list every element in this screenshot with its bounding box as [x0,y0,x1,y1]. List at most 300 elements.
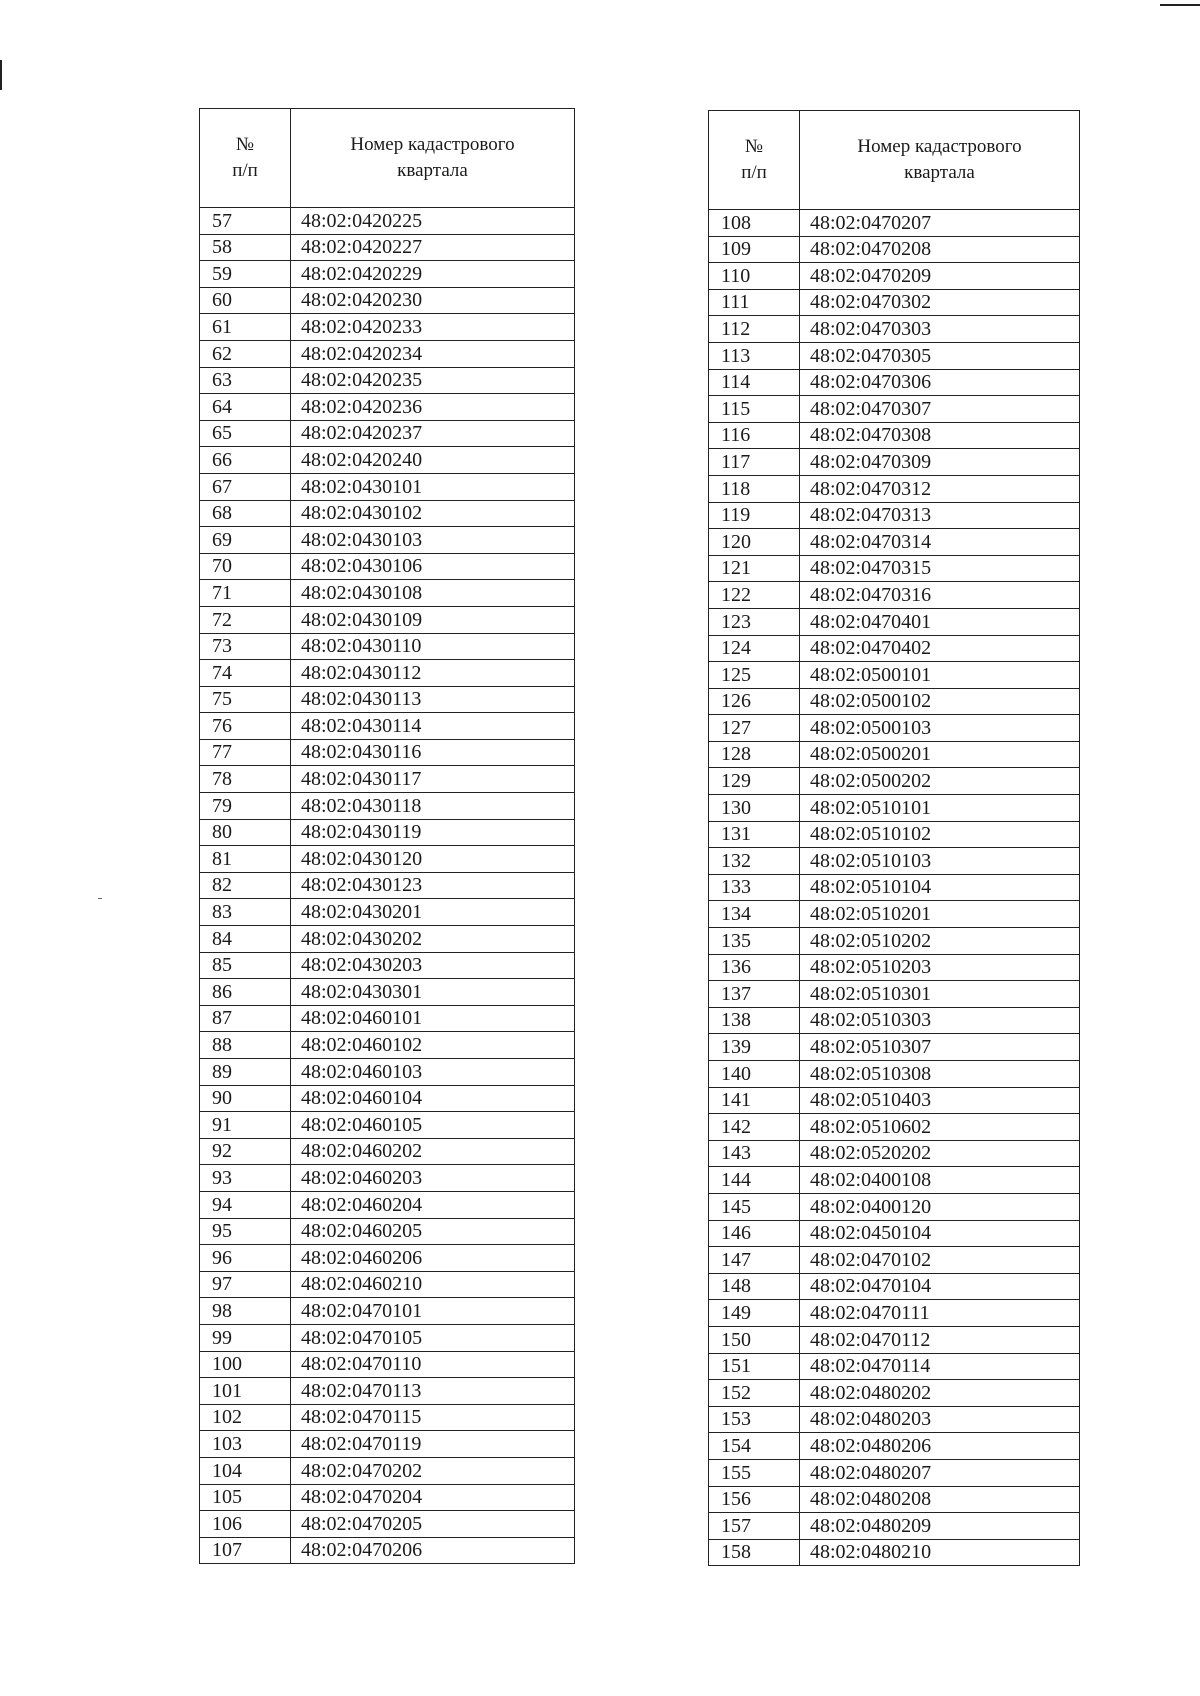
table-row [709,1007,1080,1034]
table-row [709,396,1080,423]
table-row [709,1273,1080,1300]
table-row [200,394,575,421]
row-number: 118 [709,475,800,502]
row-number: 140 [709,1061,800,1088]
row-number: 63 [200,367,291,394]
row-number: 146 [709,1220,800,1247]
scan-speck [98,898,102,899]
row-number: 80 [200,819,291,846]
row-number: 151 [709,1353,800,1380]
cadastral-quarter-number: 48:02:0430120 [291,846,575,873]
cadastral-quarter-number: 48:02:0430203 [291,952,575,979]
cadastral-quarter-number: 48:02:0430102 [291,500,575,527]
cadastral-quarter-number: 48:02:0460204 [291,1191,575,1218]
cadastral-quarter-number: 48:02:0500201 [800,741,1080,768]
row-number: 102 [200,1404,291,1431]
row-number: 78 [200,766,291,793]
cadastral-quarter-number: 48:02:0430112 [291,660,575,687]
table-row [200,846,575,873]
row-number: 134 [709,901,800,928]
cadastral-quarter-number: 48:02:0470312 [800,475,1080,502]
cadastral-quarter-number: 48:02:0420237 [291,420,575,447]
cadastral-quarter-number: 48:02:0510202 [800,928,1080,955]
cadastral-quarter-number: 48:02:0420240 [291,447,575,474]
row-number: 76 [200,713,291,740]
cadastral-quarter-number: 48:02:0430202 [291,926,575,953]
table-row [200,1165,575,1192]
scan-edge-mark [0,60,2,90]
cadastral-quarter-number: 48:02:0510104 [800,874,1080,901]
cadastral-quarter-number: 48:02:0510203 [800,954,1080,981]
cadastral-quarter-number: 48:02:0470308 [800,422,1080,449]
table-row [200,314,575,341]
column-header-number [200,109,291,208]
cadastral-quarter-number: 48:02:0430118 [291,793,575,820]
cadastral-quarter-number: 48:02:0470401 [800,608,1080,635]
cadastral-quarter-number: 48:02:0430201 [291,899,575,926]
table-row [709,1114,1080,1141]
row-number: 157 [709,1513,800,1540]
cadastral-quarter-number: 48:02:0470307 [800,396,1080,423]
table-row [709,582,1080,609]
table-body-right [709,210,1080,1566]
row-number: 97 [200,1271,291,1298]
cadastral-quarter-number: 48:02:0470111 [800,1300,1080,1327]
row-number: 88 [200,1032,291,1059]
table-row [200,952,575,979]
row-number: 129 [709,768,800,795]
row-number: 98 [200,1298,291,1325]
row-number: 72 [200,606,291,633]
cadastral-quarter-number: 48:02:0470316 [800,582,1080,609]
table-row [709,449,1080,476]
table-row [709,635,1080,662]
row-number: 128 [709,741,800,768]
table-row [200,580,575,607]
cadastral-quarter-number: 48:02:0510201 [800,901,1080,928]
row-number: 110 [709,263,800,290]
table-row [709,1220,1080,1247]
row-number: 136 [709,954,800,981]
cadastral-quarter-number: 48:02:0420227 [291,234,575,261]
cadastral-quarter-number: 48:02:0480206 [800,1433,1080,1460]
cadastral-quarter-number: 48:02:0470104 [800,1273,1080,1300]
row-number: 73 [200,633,291,660]
row-number: 104 [200,1457,291,1484]
cadastral-quarter-number: 48:02:0400108 [800,1167,1080,1194]
row-number: 142 [709,1114,800,1141]
cadastral-quarter-number: 48:02:0460102 [291,1032,575,1059]
cadastral-quarter-number: 48:02:0430101 [291,473,575,500]
cadastral-quarter-number: 48:02:0470114 [800,1353,1080,1380]
table-row [709,821,1080,848]
column-header-cadastral [800,111,1080,210]
row-number: 141 [709,1087,800,1114]
table-row [709,1433,1080,1460]
row-number: 82 [200,872,291,899]
row-number: 103 [200,1431,291,1458]
cadastral-quarter-number: 48:02:0500101 [800,662,1080,689]
cadastral-quarter-number: 48:02:0510301 [800,981,1080,1008]
cadastral-quarter-number: 48:02:0430116 [291,739,575,766]
table-row [200,1511,575,1538]
cadastral-quarter-number: 48:02:0480203 [800,1406,1080,1433]
cadastral-quarter-number: 48:02:0470101 [291,1298,575,1325]
cadastral-quarter-number: 48:02:0510303 [800,1007,1080,1034]
table-row [709,954,1080,981]
cadastral-quarter-number: 48:02:0430119 [291,819,575,846]
table-row [200,500,575,527]
table-row [200,473,575,500]
table-row [200,979,575,1006]
row-number: 152 [709,1380,800,1407]
row-number: 158 [709,1539,800,1566]
table-row [200,1298,575,1325]
table-row [200,340,575,367]
table-row [709,741,1080,768]
table-row [200,1005,575,1032]
header-number-abbrev: п/п [741,162,767,183]
cadastral-quarter-number: 48:02:0480210 [800,1539,1080,1566]
table-row [709,210,1080,237]
row-number: 123 [709,608,800,635]
table-row [709,1380,1080,1407]
table-row [709,1300,1080,1327]
row-number: 87 [200,1005,291,1032]
cadastral-quarter-number: 48:02:0480207 [800,1459,1080,1486]
table-row [200,713,575,740]
table-row [709,1539,1080,1566]
cadastral-quarter-number: 48:02:0400120 [800,1193,1080,1220]
row-number: 100 [200,1351,291,1378]
cadastral-table-right [708,110,1080,1566]
table-row [200,766,575,793]
row-number: 62 [200,340,291,367]
row-number: 156 [709,1486,800,1513]
row-number: 69 [200,527,291,554]
table-row [709,1406,1080,1433]
table-row [709,529,1080,556]
table-row [709,475,1080,502]
column-header-number [709,111,800,210]
row-number: 83 [200,899,291,926]
table-row [709,236,1080,263]
row-number: 127 [709,715,800,742]
cadastral-quarter-number: 48:02:0430109 [291,606,575,633]
header-number-abbrev: п/п [232,160,258,181]
row-number: 93 [200,1165,291,1192]
header-cadastral-label: Номер кадастрового квартала [857,136,1022,183]
cadastral-quarter-number: 48:02:0470302 [800,289,1080,316]
row-number: 57 [200,208,291,235]
cadastral-quarter-number: 48:02:0470204 [291,1484,575,1511]
table-row [709,688,1080,715]
table-row [200,553,575,580]
table-row [709,928,1080,955]
cadastral-quarter-number: 48:02:0480209 [800,1513,1080,1540]
cadastral-quarter-number: 48:02:0460103 [291,1059,575,1086]
row-number: 59 [200,261,291,288]
cadastral-quarter-number: 48:02:0420225 [291,208,575,235]
cadastral-quarter-number: 48:02:0480208 [800,1486,1080,1513]
row-number: 66 [200,447,291,474]
cadastral-quarter-number: 48:02:0430108 [291,580,575,607]
table-row [709,422,1080,449]
row-number: 122 [709,582,800,609]
cadastral-quarter-number: 48:02:0460210 [291,1271,575,1298]
row-number: 132 [709,848,800,875]
table-row [709,1247,1080,1274]
row-number: 58 [200,234,291,261]
table-row [200,208,575,235]
cadastral-quarter-number: 48:02:0500202 [800,768,1080,795]
table-row [200,1431,575,1458]
table-row [709,981,1080,1008]
cadastral-quarter-number: 48:02:0510101 [800,795,1080,822]
table-row [709,795,1080,822]
cadastral-quarter-number: 48:02:0470309 [800,449,1080,476]
table-row [200,899,575,926]
cadastral-quarter-number: 48:02:0510102 [800,821,1080,848]
row-number: 121 [709,555,800,582]
table-row [200,1032,575,1059]
cadastral-quarter-number: 48:02:0420234 [291,340,575,367]
row-number: 117 [709,449,800,476]
row-number: 137 [709,981,800,1008]
row-number: 145 [709,1193,800,1220]
table-row [709,1061,1080,1088]
row-number: 105 [200,1484,291,1511]
table-row [709,1087,1080,1114]
row-number: 125 [709,662,800,689]
cadastral-quarter-number: 48:02:0450104 [800,1220,1080,1247]
table-row [200,926,575,953]
row-number: 148 [709,1273,800,1300]
cadastral-quarter-number: 48:02:0470209 [800,263,1080,290]
table-row [200,1191,575,1218]
table-row [200,872,575,899]
row-number: 147 [709,1247,800,1274]
row-number: 112 [709,316,800,343]
row-number: 138 [709,1007,800,1034]
table-row [200,1271,575,1298]
table-row [709,342,1080,369]
table-row [200,606,575,633]
table-body-left [200,208,575,1564]
cadastral-quarter-number: 48:02:0470112 [800,1326,1080,1353]
table-row [200,261,575,288]
cadastral-quarter-number: 48:02:0470314 [800,529,1080,556]
table-row [709,263,1080,290]
cadastral-quarter-number: 48:02:0510308 [800,1061,1080,1088]
table-row [200,447,575,474]
scan-edge-mark [1160,4,1200,6]
table-row [200,287,575,314]
table-row [709,1486,1080,1513]
table-row [200,660,575,687]
cadastral-quarter-number: 48:02:0470119 [291,1431,575,1458]
table-row [709,768,1080,795]
table-row [200,1351,575,1378]
row-number: 124 [709,635,800,662]
cadastral-quarter-number: 48:02:0470208 [800,236,1080,263]
row-number: 91 [200,1112,291,1139]
row-number: 96 [200,1245,291,1272]
cadastral-quarter-number: 48:02:0510602 [800,1114,1080,1141]
table-row [200,234,575,261]
cadastral-quarter-number: 48:02:0460203 [291,1165,575,1192]
table-row [709,874,1080,901]
cadastral-quarter-number: 48:02:0470113 [291,1378,575,1405]
table-row [200,793,575,820]
table-row [200,1245,575,1272]
table-row [200,1457,575,1484]
cadastral-quarter-number: 48:02:0430106 [291,553,575,580]
cadastral-quarter-number: 48:02:0420233 [291,314,575,341]
row-number: 77 [200,739,291,766]
table-row [200,1537,575,1564]
row-number: 106 [200,1511,291,1538]
row-number: 133 [709,874,800,901]
cadastral-quarter-number: 48:02:0430110 [291,633,575,660]
row-number: 126 [709,688,800,715]
row-number: 153 [709,1406,800,1433]
row-number: 85 [200,952,291,979]
row-number: 135 [709,928,800,955]
header-cadastral-label: Номер кадастрового квартала [350,134,515,181]
row-number: 70 [200,553,291,580]
table-row [709,1459,1080,1486]
row-number: 67 [200,473,291,500]
table-row [709,555,1080,582]
table-header-row [200,109,575,208]
column-header-cadastral [291,109,575,208]
row-number: 154 [709,1433,800,1460]
row-number: 84 [200,926,291,953]
cadastral-quarter-number: 48:02:0430113 [291,686,575,713]
cadastral-quarter-number: 48:02:0470207 [800,210,1080,237]
cadastral-quarter-number: 48:02:0470206 [291,1537,575,1564]
row-number: 114 [709,369,800,396]
cadastral-quarter-number: 48:02:0420236 [291,394,575,421]
cadastral-quarter-number: 48:02:0430301 [291,979,575,1006]
table-row [200,819,575,846]
row-number: 143 [709,1140,800,1167]
table-row [709,1353,1080,1380]
row-number: 79 [200,793,291,820]
row-number: 107 [200,1537,291,1564]
cadastral-quarter-number: 48:02:0510403 [800,1087,1080,1114]
cadastral-quarter-number: 48:02:0460202 [291,1138,575,1165]
cadastral-quarter-number: 48:02:0470110 [291,1351,575,1378]
row-number: 120 [709,529,800,556]
cadastral-quarter-number: 48:02:0510307 [800,1034,1080,1061]
cadastral-quarter-number: 48:02:0420229 [291,261,575,288]
row-number: 75 [200,686,291,713]
table-header-row [709,111,1080,210]
table-row [709,1034,1080,1061]
table-row [200,1138,575,1165]
table-row [200,527,575,554]
row-number: 74 [200,660,291,687]
cadastral-quarter-number: 48:02:0470313 [800,502,1080,529]
cadastral-quarter-number: 48:02:0460105 [291,1112,575,1139]
header-number-symbol: № [744,136,764,157]
table-row [200,1059,575,1086]
cadastral-quarter-number: 48:02:0460205 [291,1218,575,1245]
table-row [200,739,575,766]
row-number: 139 [709,1034,800,1061]
cadastral-table-left [199,108,575,1564]
table-row [709,1326,1080,1353]
cadastral-quarter-number: 48:02:0430117 [291,766,575,793]
cadastral-quarter-number: 48:02:0510103 [800,848,1080,875]
row-number: 81 [200,846,291,873]
row-number: 94 [200,1191,291,1218]
row-number: 90 [200,1085,291,1112]
cadastral-quarter-number: 48:02:0470306 [800,369,1080,396]
table-row [709,1140,1080,1167]
row-number: 61 [200,314,291,341]
table-row [200,1085,575,1112]
table-row [709,1167,1080,1194]
table-row [709,901,1080,928]
row-number: 115 [709,396,800,423]
cadastral-quarter-number: 48:02:0460101 [291,1005,575,1032]
row-number: 119 [709,502,800,529]
cadastral-quarter-number: 48:02:0420230 [291,287,575,314]
cadastral-quarter-number: 48:02:0480202 [800,1380,1080,1407]
table-row [709,608,1080,635]
table-row [200,367,575,394]
row-number: 65 [200,420,291,447]
row-number: 92 [200,1138,291,1165]
cadastral-quarter-number: 48:02:0470303 [800,316,1080,343]
table-row [709,1193,1080,1220]
table-row [200,1484,575,1511]
table-row [709,715,1080,742]
cadastral-quarter-number: 48:02:0470402 [800,635,1080,662]
cadastral-quarter-number: 48:02:0470315 [800,555,1080,582]
row-number: 68 [200,500,291,527]
row-number: 149 [709,1300,800,1327]
table-row [200,1404,575,1431]
table-row [709,848,1080,875]
cadastral-quarter-number: 48:02:0470202 [291,1457,575,1484]
cadastral-quarter-number: 48:02:0460104 [291,1085,575,1112]
row-number: 99 [200,1324,291,1351]
cadastral-quarter-number: 48:02:0460206 [291,1245,575,1272]
table-row [200,1112,575,1139]
table-row [200,420,575,447]
row-number: 109 [709,236,800,263]
cadastral-quarter-number: 48:02:0470305 [800,342,1080,369]
table-row [709,289,1080,316]
row-number: 155 [709,1459,800,1486]
row-number: 60 [200,287,291,314]
table-row [709,1513,1080,1540]
row-number: 116 [709,422,800,449]
table-row [200,1378,575,1405]
row-number: 111 [709,289,800,316]
row-number: 86 [200,979,291,1006]
row-number: 150 [709,1326,800,1353]
cadastral-quarter-number: 48:02:0470205 [291,1511,575,1538]
row-number: 131 [709,821,800,848]
row-number: 108 [709,210,800,237]
row-number: 95 [200,1218,291,1245]
table-row [200,633,575,660]
